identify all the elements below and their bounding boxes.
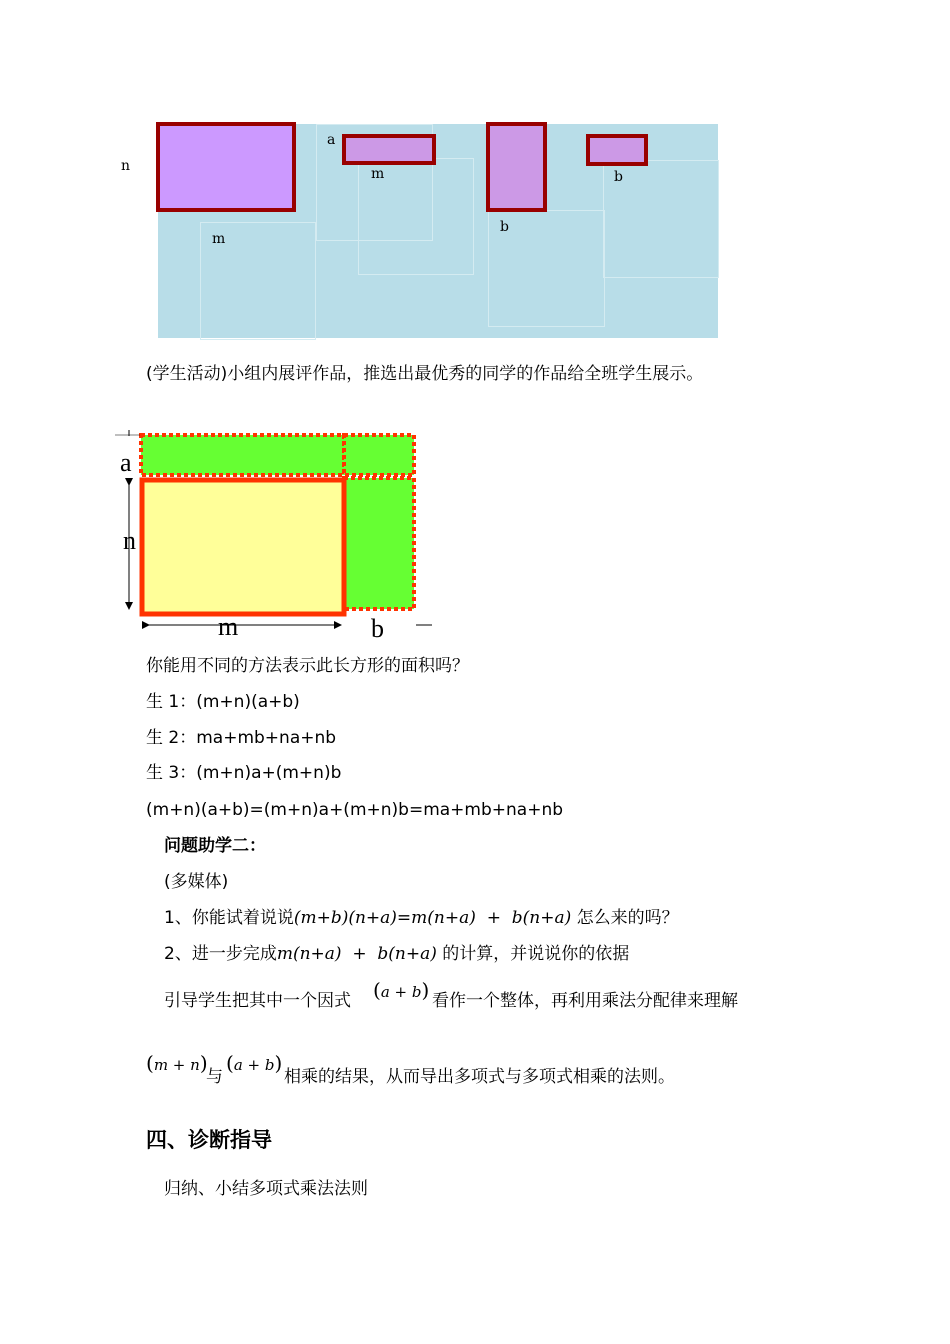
- label-m: m: [218, 612, 239, 641]
- guide-suffix: 看作一个整体，再利用乘法分配律来理解: [432, 991, 738, 1011]
- question-text: 你能用不同的方法表示此长方形的面积吗？: [146, 656, 469, 676]
- rect-b-by-a: [586, 134, 648, 166]
- factor-a-plus-b: (a + b): [226, 1051, 283, 1075]
- rect-m-by-a: [342, 134, 436, 165]
- identity-equation: (m+n)(a+b)=(m+n)a+(m+n)b=ma+mb+na+nb: [146, 800, 564, 820]
- q1-prefix: 1、你能试着说说: [164, 908, 294, 928]
- student-expr: (m+n)a+(m+n)b: [196, 763, 342, 783]
- student-answer-2: [146, 727, 336, 749]
- factor-ab-text: a + b: [380, 983, 422, 1001]
- q1-suffix: 怎么来的吗？: [576, 908, 679, 928]
- student-label: 生 3：: [146, 763, 197, 783]
- label-a: a: [327, 132, 336, 148]
- with-text: 与: [206, 1067, 223, 1087]
- label-m: m: [212, 231, 226, 247]
- guide-prefix: 引导学生把其中一个因式: [164, 991, 351, 1011]
- student-answer-1: [146, 691, 300, 713]
- label-m: m: [371, 166, 385, 182]
- problem2-title: 问题助学二：: [164, 836, 266, 856]
- student-answer-3: [146, 762, 341, 784]
- factor-m-plus-n: (m + n): [146, 1051, 208, 1075]
- label-b: b: [371, 614, 384, 643]
- q2-suffix: 的计算，并说说你的依据: [442, 944, 630, 964]
- rect-m-by-n: [156, 122, 296, 212]
- label-a: a: [120, 448, 132, 477]
- section-heading: 四、诊断指导: [146, 1128, 272, 1152]
- student-expr: ma+mb+na+nb: [196, 728, 337, 748]
- activity-text: (学生活动)小组内展评作品，推选出最优秀的同学的作品给全班学生展示。: [146, 364, 704, 384]
- label-n: n: [123, 526, 136, 555]
- factor-ab-text: a + b: [233, 1056, 275, 1074]
- problem2-q2: [164, 943, 629, 965]
- rect-ab-green: [344, 435, 414, 475]
- factor-a-plus-b: (a + b): [373, 978, 430, 1002]
- factor-mn-text: m + n: [153, 1056, 200, 1074]
- problem2-q1: [164, 907, 679, 929]
- student-expr: (m+n)(a+b): [196, 692, 300, 712]
- q2-math: m(n+a) + b(n+a): [276, 944, 437, 964]
- rect-mn-yellow: [142, 480, 344, 614]
- rect-ma-green: [141, 435, 344, 475]
- media-note: (多媒体): [164, 872, 229, 892]
- rect-b-by-n: [486, 122, 547, 212]
- label-n: n: [121, 158, 131, 174]
- student-label: 生 1：: [146, 692, 197, 712]
- label-b: b: [614, 169, 623, 185]
- q1-math: (m+b)(n+a)=m(n+a) + b(n+a): [293, 908, 572, 928]
- result-text: 相乘的结果，从而导出多项式与多项式相乘的法则。: [284, 1067, 675, 1087]
- summary-text: 归纳、小结多项式乘法法则: [164, 1179, 368, 1199]
- label-b: b: [500, 219, 509, 235]
- rect-nb-green: [344, 478, 414, 609]
- figure2-diagram: [110, 420, 440, 645]
- student-label: 生 2：: [146, 728, 197, 748]
- q2-prefix: 2、进一步完成: [164, 944, 277, 964]
